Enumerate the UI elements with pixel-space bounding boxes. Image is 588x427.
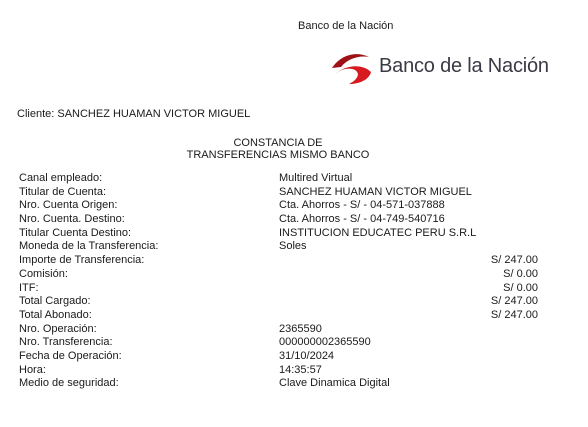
detail-row <box>19 213 539 227</box>
detail-row <box>19 282 539 296</box>
detail-label: Comisión: <box>19 267 68 280</box>
page-header-bank-name: Banco de la Nación <box>298 20 394 32</box>
detail-value: Clave Dinamica Digital <box>279 377 390 390</box>
detail-label: Medio de seguridad: <box>19 377 119 390</box>
detail-row <box>19 186 539 200</box>
detail-label: ITF: <box>19 281 39 294</box>
detail-value: 000000002365590 <box>279 336 371 349</box>
detail-value: SANCHEZ HUAMAN VICTOR MIGUEL <box>279 185 472 198</box>
detail-amount: S/ 0.00 <box>503 281 538 294</box>
client-line: Cliente: SANCHEZ HUAMAN VICTOR MIGUEL <box>17 108 251 120</box>
detail-label: Fecha de Operación: <box>19 349 122 362</box>
detail-value: 14:35:57 <box>279 363 322 376</box>
document-title-line-2: TRANSFERENCIAS MISMO BANCO <box>186 149 370 161</box>
detail-value: Cta. Ahorros - S/ - 04-571-037888 <box>279 199 445 212</box>
detail-amount: S/ 247.00 <box>490 254 538 267</box>
detail-label: Nro. Operación: <box>19 322 97 335</box>
document-title-line-1: CONSTANCIA DE <box>233 137 323 149</box>
detail-label: Moneda de la Transferencia: <box>19 240 159 253</box>
detail-label: Canal empleado: <box>19 172 103 184</box>
detail-amount: S/ 247.00 <box>490 295 538 308</box>
detail-label: Total Abonado: <box>19 308 92 321</box>
detail-label: Nro. Cuenta. Destino: <box>19 213 125 226</box>
detail-value: INSTITUCION EDUCATEC PERU S.R.L <box>279 226 477 239</box>
detail-label: Nro. Transferencia: <box>19 336 113 349</box>
detail-label: Importe de Transferencia: <box>19 254 145 267</box>
detail-value: Multired Virtual <box>279 172 353 184</box>
detail-row <box>19 199 539 213</box>
detail-row <box>19 336 539 350</box>
transfer-details <box>19 172 539 391</box>
detail-row <box>19 227 539 241</box>
detail-row <box>19 377 539 391</box>
detail-value: Soles <box>279 240 307 253</box>
detail-label: Total Cargado: <box>19 295 91 308</box>
detail-label: Titular de Cuenta: <box>19 185 107 198</box>
detail-value: Cta. Ahorros - S/ - 04-749-540716 <box>279 213 445 226</box>
detail-row <box>19 309 539 323</box>
bank-logo <box>329 50 549 86</box>
detail-value: 31/10/2024 <box>279 349 335 362</box>
detail-row <box>19 254 539 268</box>
detail-row <box>19 295 539 309</box>
logo-text: Banco de la Nación <box>379 55 549 77</box>
detail-amount: S/ 247.00 <box>490 308 538 321</box>
detail-amount: S/ 0.00 <box>503 267 538 280</box>
logo-swoosh-icon <box>329 50 381 86</box>
detail-row <box>19 240 539 254</box>
detail-row <box>19 323 539 337</box>
detail-value: 2365590 <box>279 322 322 335</box>
detail-label: Hora: <box>19 363 46 376</box>
detail-row <box>19 172 539 186</box>
detail-row <box>19 268 539 282</box>
detail-row <box>19 350 539 364</box>
detail-label: Nro. Cuenta Origen: <box>19 199 118 212</box>
detail-label: Titular Cuenta Destino: <box>19 226 132 239</box>
detail-row <box>19 364 539 378</box>
